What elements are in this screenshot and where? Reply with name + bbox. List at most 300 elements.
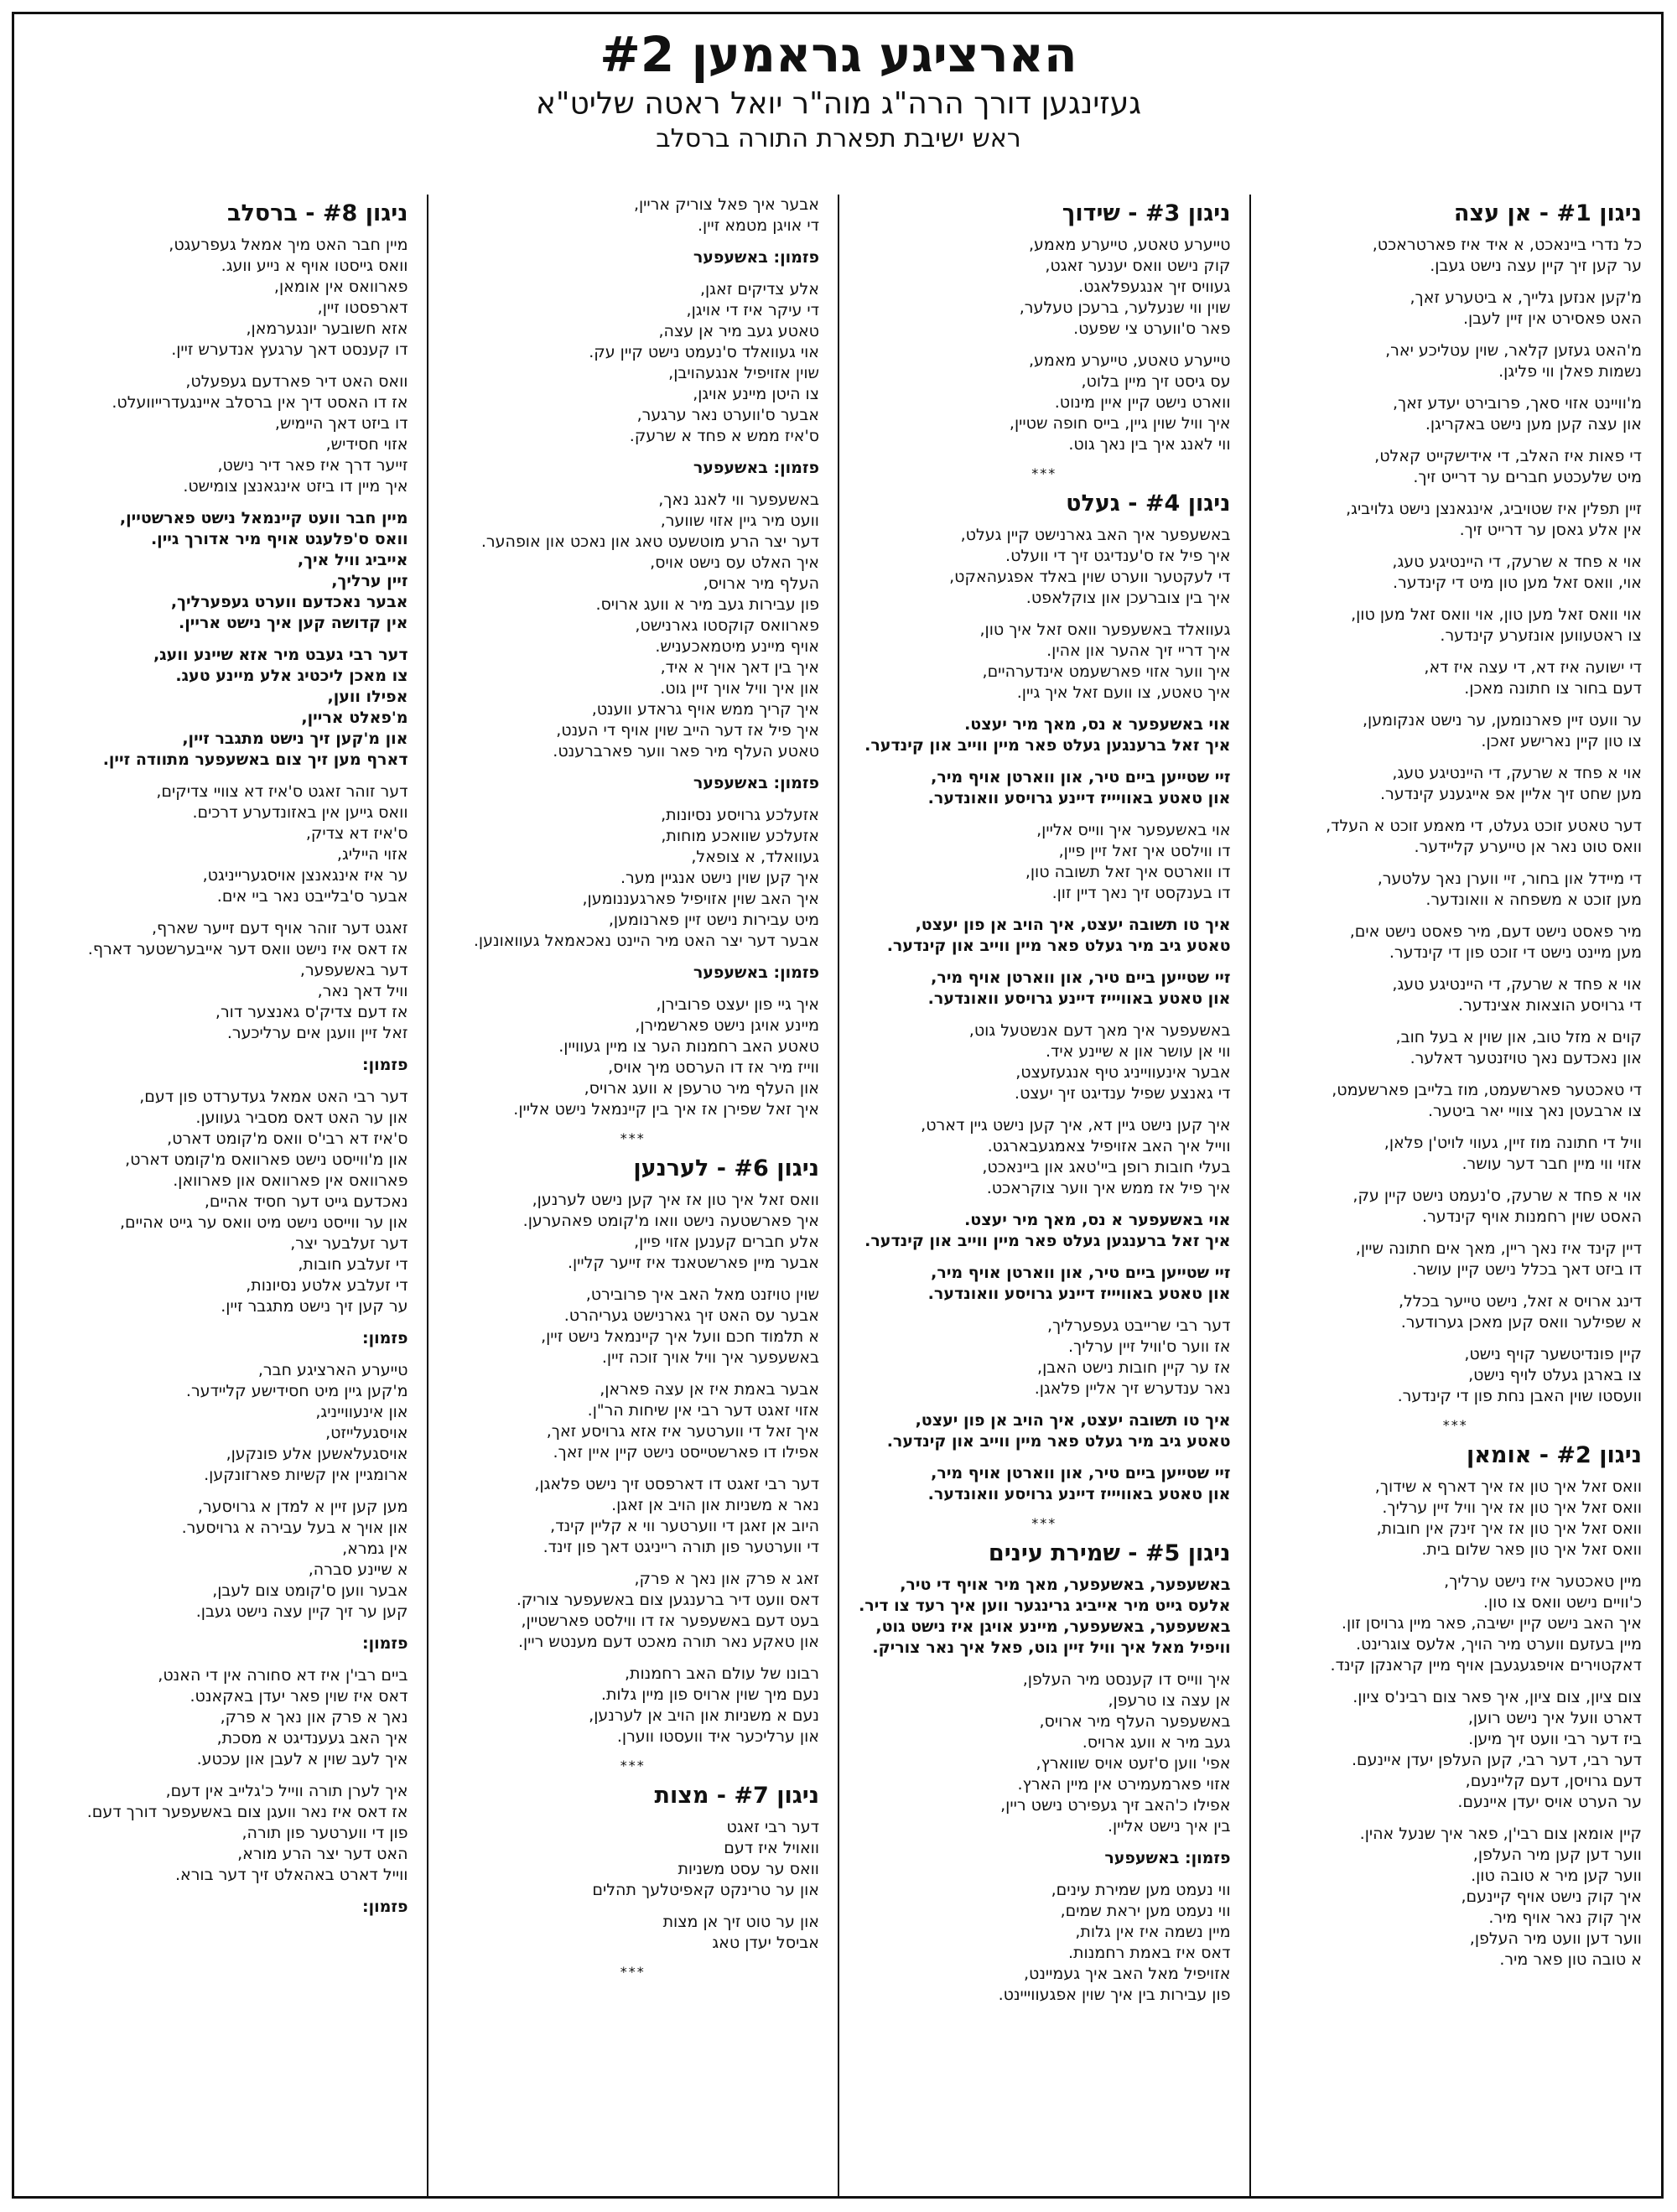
lyric-line: ווייל איך האב אזויפיל צאמגעבארגט. (987, 1137, 1231, 1155)
lyric-line: און טאטע באוויייז דיינע גרויסע וואונדער. (927, 1485, 1231, 1503)
lyric-line: וואס גייסטו אויף א נייע וועג. (221, 257, 408, 275)
section-separator: *** (620, 1758, 646, 1773)
lyric-line: דער יצר הרע מוטשעט טאג און נאכט און אופהער. (480, 532, 819, 551)
lyric-stanza (447, 1912, 820, 1954)
lyric-line: קוים א מזל טוב, און שוין א בעל חוב, (1395, 1028, 1642, 1046)
lyric-line: אוי באשעפער א נס, מאך מיר יעצט. (964, 715, 1231, 734)
lyric-line: דאס איז שוין פאר יעדן באקאנט. (190, 1687, 408, 1706)
lyric-stanza (1269, 340, 1643, 382)
lyric-stanza (35, 1665, 408, 1770)
lyric-stanza (1269, 235, 1643, 277)
lyric-line: אין גמרא, (342, 1540, 408, 1558)
lyric-line: וואס ער עסט משניות (678, 1860, 819, 1878)
lyric-line: דעם גרויסן, דעם קליינעם, (1465, 1772, 1642, 1790)
lyric-line: אזעלכע שוואכע מוחות, (661, 827, 819, 845)
lyric-line: נאר א משניות און הויב אן זאגן. (611, 1496, 819, 1514)
lyric-line: ס'איז דא צדיק, (305, 824, 408, 843)
refrain-stanza (35, 508, 408, 634)
lyric-line: אפילו ווען, (327, 688, 408, 706)
lyric-line: אבער באמת איז אן עצה פאראן, (600, 1380, 819, 1399)
page-subtitle-yeshiva: ראש ישיבת תפארת התורה ברסלב (656, 124, 1021, 153)
lyric-stanza (858, 1115, 1231, 1199)
lyric-line: איך קוק נאר אויף מיר. (1488, 1908, 1642, 1927)
lyric-line: באשעפער, באשעפער, מאך מיר אויף די טיר, (900, 1576, 1231, 1594)
page-header (0, 23, 1677, 156)
section-separator: *** (620, 1130, 646, 1146)
lyric-line: און ער טוט זיך אן מצות (662, 1913, 819, 1931)
lyric-line: אן עצה צו טרעפן, (1108, 1691, 1231, 1710)
lyric-line: אז דו האסט דיך אין ברסלב איינגעדרייוועלט. (112, 393, 408, 412)
lyric-line: איך האב געענדיגט א מסכת, (216, 1729, 408, 1747)
lyric-line: איך פיל אז דער הייב שוין אויף די הענט, (556, 721, 819, 740)
lyric-line: ביים רבי'ן איז דא סחורה אין די האנט, (158, 1666, 408, 1685)
lyric-line: ווי נעמט מען שמירת עינים, (1051, 1881, 1231, 1899)
lyric-line: קוק נישט וואס יענער זאגט, (1045, 257, 1231, 275)
lyric-stanza (35, 781, 408, 907)
lyric-line: באשעפער איך האב גארנישט קיין געלט, (960, 526, 1231, 544)
lyric-line: נאכדעם גייט דער חסיד אהיים, (204, 1192, 408, 1211)
song-columns (17, 195, 1660, 2199)
lyric-line: אויסגעלאשען אלע פונקען, (226, 1445, 408, 1463)
lyric-stanza (1269, 393, 1643, 435)
lyric-stanza (447, 994, 820, 1120)
lyric-line: פארוואס אין אומאן, (273, 278, 408, 296)
lyric-line: די זעלבע חובות, (298, 1255, 408, 1274)
lyric-line: מ'האט געזען קלאר, שוין עטליכע יאר, (1385, 341, 1642, 360)
lyric-line: א שיינע סברה, (308, 1560, 408, 1579)
lyric-line: דו ביזט דאך בכלל נישט קיין עושר. (1412, 1260, 1642, 1279)
lyric-line: איך דריי זיך אהער און אהין. (1046, 641, 1231, 660)
refrain-stanza (858, 1575, 1231, 1659)
lyric-line: זאל זיין וועגן אים ערליכער. (226, 1024, 408, 1042)
lyric-stanza (1269, 1824, 1643, 1971)
lyric-line: און מ'קען זיך נישט מתגבר זיין, (182, 730, 408, 748)
lyric-line: וועסטו שוין האבן נחת פון די קינדער. (1397, 1387, 1642, 1405)
lyric-stanza (1269, 446, 1643, 488)
lyric-line: צום ציון, צום ציון, איך פאר צום רבינ'ס ציון. (1353, 1688, 1642, 1706)
lyric-line: די אויגן מטמא זיין. (698, 216, 819, 235)
lyric-line: איך בין דאך אויך א איד, (660, 658, 819, 677)
lyric-line: געב מיר א וועג ארויס. (1082, 1733, 1231, 1752)
lyric-line: אזוי פארמעמירט אין מיין הארץ. (1017, 1775, 1231, 1794)
lyric-line: איך מיין דו ביזט אינגאנצן צומישט. (183, 477, 408, 496)
lyric-line: טאטע העלף מיר פאר ווער פארברענט. (553, 742, 819, 761)
lyric-line: נאך א פרק און נאך א פרק, (220, 1708, 408, 1727)
lyric-line: דו קענסט דאך ערגעץ אנדערש זיין. (171, 340, 408, 359)
song-heading: ניגון #2 - אומאן (1466, 1442, 1642, 1468)
lyric-line: העלף מיר ארויס, (703, 574, 819, 593)
lyric-line: באשעפער איך מאך דעם אנשטעל גוט, (968, 1021, 1231, 1040)
refrain-stanza (858, 1463, 1231, 1505)
page-title: הארציגע גראמען #2 (600, 26, 1077, 83)
lyric-stanza (447, 1474, 820, 1558)
lyric-line: אז דעם צדיק'ס גאנצער דור, (215, 1003, 408, 1021)
lyric-line: מיט עבירות נישט זיין פארנומען, (608, 911, 819, 929)
lyric-line: איך גיי פון יעצט פרובירן, (656, 995, 819, 1014)
lyric-line: ער הערט אויס יעדן איינעם. (1457, 1793, 1642, 1811)
lyric-line: א טובה טון פאר מיר. (1499, 1950, 1642, 1969)
section-separator: *** (1442, 1417, 1468, 1433)
lyric-line: אויסגעלייזט, (325, 1424, 408, 1442)
lyric-line: אזוי הייליג, (336, 845, 408, 864)
lyric-line: ווייל דארט באהאלט זיך דער בורא. (174, 1866, 408, 1884)
chorus-marker: פזמון: (362, 1329, 408, 1347)
lyric-line: דער זוהר זאגט ס'איז דא צוויי צדיקים, (156, 782, 408, 801)
lyric-line: וואס זאל איך טון אז איך זינק אין חובות, (1376, 1519, 1642, 1538)
lyric-line: איך פיל אז ממש איך ווער צוקראכט. (986, 1179, 1231, 1197)
lyric-stanza (447, 1190, 820, 1274)
lyric-line: דער רבי זאגט (726, 1818, 819, 1836)
lyric-stanza (858, 1669, 1231, 1837)
lyric-line: פון עבירות בין איך שוין אפגעווייינט. (998, 1986, 1231, 2004)
lyric-line: בעט דעם באשעפער אז דו ווילסט פארשטיין, (521, 1612, 819, 1630)
song-heading: ניגון #3 - שידוך (1062, 200, 1231, 226)
lyric-line: אפי' ווען ס'זעט אויס שווארץ, (1036, 1754, 1231, 1773)
lyric-line: צו מאכן ליכטיג אלע מיינע טעג. (175, 667, 408, 685)
lyric-line: און טאטע באוויייז דיינע גרויסע וואונדער. (927, 789, 1231, 807)
lyric-line: אזוי זאגט דער רבי אין שיחות הר"ן. (587, 1401, 819, 1420)
lyric-stanza (1269, 499, 1643, 541)
lyric-line: ווער דען קען מיר העלפן, (1472, 1846, 1642, 1864)
lyric-line: קיין אומאן צום רבי'ן, פאר איך שנעל אהין. (1359, 1825, 1642, 1843)
lyric-stanza (447, 1285, 820, 1368)
lyric-line: אוי, וואס זאל מען טון מיט די קינדער. (1392, 574, 1642, 592)
lyric-line: אביסל יעדן טאג (712, 1934, 819, 1952)
lyric-line: איך פיל אז ס'ענדיגט זיך די וועלט. (1005, 547, 1231, 565)
lyric-line: נשמות פאלן ווי פליגן. (1498, 362, 1642, 381)
lyric-line: מ'פאלט אריין, (301, 709, 408, 727)
lyric-line: וואויל איז דעם (724, 1839, 819, 1857)
lyric-stanza (1269, 605, 1643, 646)
refrain-stanza (858, 1410, 1231, 1452)
song-heading: ניגון #6 - לערנען (633, 1155, 819, 1181)
lyric-line: וואס האט דיר פארדעם געפעלט, (185, 372, 408, 391)
lyric-line: איך קריך ממש אויף גראדע ווענט, (591, 700, 819, 719)
lyric-line: צו בארגן געלט לויף נישט, (1468, 1366, 1642, 1384)
lyric-line: פאר ס'ווערט צי שפעט. (1073, 319, 1231, 338)
lyric-line: און ער האט דאס מסביר געווען. (195, 1109, 408, 1127)
lyric-line: מ'קען אנזען גלייך, א ביטערע זאך, (1410, 288, 1642, 307)
lyric-line: אבער איך פאל צוריק אריין, (633, 195, 819, 214)
lyric-line: זיי שטייען ביים טיר, און ווארטן אויף מיר, (931, 1264, 1231, 1282)
lyric-line: אזא חשובער יונגערמאן, (246, 319, 408, 338)
lyric-line: זאגט דער זוהר אויף דעם זייער שארף, (152, 919, 408, 937)
lyric-line: איך קען שוין נישט אנגיין מער. (620, 869, 819, 887)
lyric-line: מיין חבר האט מיך אמאל געפרעגט, (169, 236, 408, 254)
lyric-line: וואס זאל איך טון אז איך וויל זיין ערליך. (1382, 1498, 1642, 1517)
lyric-line: איך זאל שפירן אז איך בין קיינמאל נישט אליין. (513, 1100, 819, 1119)
lyric-line: און מ'ווייסט נישט פארוואס מ'קומט דארט, (125, 1150, 408, 1169)
lyric-line: ער קען זיך קיין עצה נישט געבן. (1430, 257, 1642, 275)
lyric-line: איך האב שוין אזויפיל פארגעננומען, (582, 890, 819, 908)
lyric-line: איך טו תשובה יעצט, איך הויב אן פון יעצט, (915, 916, 1231, 934)
lyric-line: מיט שלעכטע חברים ער דרייט זיך. (1413, 468, 1642, 486)
column-1 (1251, 195, 1661, 2199)
lyric-line: און ער ווייסט נישט מיט וואס ער גייט אהיים, (119, 1213, 408, 1232)
lyric-line: אוי באשעפער א נס, מאך מיר יעצט. (964, 1211, 1231, 1229)
lyric-stanza (35, 1497, 408, 1623)
lyric-line: טאטע געב מיר אן עצה, (658, 322, 819, 340)
lyric-line: אבער ס'ווערט נאר ערגער, (636, 406, 819, 424)
lyric-line: דו ביזט דאך היימיש, (274, 414, 408, 433)
lyric-line: און עצה קען מען נישט באקריגן. (1425, 415, 1642, 434)
lyric-line: ווי נעמט מען יראת שמים, (1060, 1902, 1231, 1920)
lyric-stanza (1269, 1027, 1643, 1069)
lyric-line: אויף מיינע מיטמאכעניש. (655, 637, 819, 656)
lyric-line: זיי שטייען ביים טיר, און ווארטן אויף מיר, (931, 968, 1231, 987)
lyric-line: דאקטוירים אויפגעגעבן אויף מיין קראנקן קינד. (1330, 1656, 1642, 1675)
lyric-line: די לעקטער ווערט שוין באלד אפגעהאקט, (949, 568, 1231, 586)
lyric-line: שוין ווי שנעלער, ברעכן טעלער, (1019, 299, 1231, 317)
lyric-line: דו ווארטס איך זאל תשובה טון, (1025, 863, 1231, 881)
lyric-line: באשעפער ווי לאנג נאך, (658, 491, 819, 509)
refrain-stanza (858, 1263, 1231, 1305)
lyric-stanza (35, 1360, 408, 1486)
lyric-line: מען מיינט נישט די זוכט פון די קינדער. (1389, 943, 1642, 962)
lyric-line: אז ער קיין חובות נישט האבן, (1037, 1358, 1231, 1377)
lyric-line: מיר פאסט נישט דעם, מיר פאסט נישט אים, (1349, 922, 1642, 941)
lyric-line: איך וויל שוין גיין, בייס חופה שטיין, (1009, 414, 1231, 433)
lyric-line: דינג ארויס א זאל, נישט טייער בכלל, (1398, 1292, 1642, 1311)
lyric-line: מ'קען גיין מיט חסידישע קליידער. (185, 1382, 408, 1400)
lyric-line: וואס ס'פלעגט אויף מיר אדורך גיין. (150, 530, 408, 548)
song-heading: ניגון #7 - מצות (654, 1783, 819, 1809)
page-subtitle: געזינגען דורך הרה"ג מוה"ר יואל ראטה שליט"א (535, 86, 1142, 121)
lyric-line: אבער ס'בלייבט נאר ביי אים. (216, 887, 408, 906)
lyric-line: די מיידל און בחור, זיי ווערן נאך עלטער, (1377, 870, 1642, 888)
lyric-line: דו ווילסט איך זאל זיין פיין, (1058, 842, 1231, 860)
lyric-line: באשעפער איך וויל אויך זוכה זיין. (601, 1348, 819, 1367)
lyric-line: באשעפער, באשעפער, מיינע אויגן איז נישט גוט, (875, 1617, 1231, 1636)
lyric-line: אלע חברים קענען אזוי פיין, (634, 1233, 819, 1251)
song-heading: ניגון #4 - געלט (1066, 491, 1231, 517)
chorus-marker: פזמון: (362, 1898, 408, 1916)
lyric-line: נאר ענדערש זיך אליין פלאגן. (1034, 1379, 1231, 1398)
lyric-stanza (1269, 288, 1643, 330)
lyric-line: דער רבי זאגט דו דארפסט זיך נישט פלאגן, (534, 1475, 819, 1493)
lyric-line: און אינעווייניג, (315, 1403, 408, 1421)
chorus-marker: פזמון: (362, 1056, 408, 1074)
lyric-stanza (1269, 1080, 1643, 1122)
lyric-line: פארוואס אין פארוואס און פארוואן. (173, 1171, 408, 1190)
lyric-line: ער וועט זיין פארנומען, ער נישט אנקומען, (1362, 711, 1642, 730)
lyric-stanza (858, 350, 1231, 455)
lyric-line: מען זוכט א משפחה א וואונדער. (1425, 891, 1642, 909)
lyric-line: עס גיסט זיך מיין בלוט, (1081, 372, 1231, 391)
lyric-line: קיין פונדיטשער קויף נישט, (1464, 1345, 1642, 1363)
lyric-line: אוי א פחד א שרעק, די היינטיגע טעג, (1392, 764, 1642, 782)
lyric-line: פון עבירות געב מיר א וועג ארויס. (595, 595, 819, 614)
lyric-line: זיין תפלין איז שטויביג, אינגאנצן נישט גלויביג, (1346, 500, 1642, 518)
lyric-stanza (1269, 1477, 1643, 1560)
lyric-line: דער רבי געבט מיר אזא שיינע וועג, (153, 646, 408, 664)
lyric-stanza (35, 1781, 408, 1886)
lyric-line: מיינע אויגן נישט פארשמירן, (635, 1016, 819, 1035)
lyric-line: וואס זאל איך טון אז איך קען נישט לערנען, (532, 1191, 819, 1209)
lyric-line: די ווערטער פון תורה רייניגט דאך פון זינד. (543, 1538, 819, 1556)
lyric-stanza (858, 1880, 1231, 2006)
lyric-line: איך טו תשובה יעצט, איך הויב אן פון יעצט, (915, 1411, 1231, 1430)
lyric-line: וואס זאל איך טון פאר שלום בית. (1421, 1540, 1642, 1559)
lyric-stanza (1269, 974, 1643, 1016)
lyric-stanza (35, 371, 408, 497)
lyric-line: אין קדושה קען איך נישט אריין. (179, 614, 408, 632)
lyric-line: ווי אן עושר און א שיינע איד. (1045, 1042, 1231, 1061)
lyric-line: פארוואס קוקסטו גארנישט, (635, 616, 819, 635)
lyric-line: בין איך נישט אליין. (1107, 1817, 1231, 1836)
lyric-line: און ערליכער איד וועסטו ווערן. (616, 1727, 819, 1746)
lyric-line: טאטע גיב מיר געלט פאר מיין ווייב און קינדער. (886, 1432, 1231, 1451)
lyric-stanza (858, 1316, 1231, 1399)
lyric-line: אבער אינעווייניג טיף אנגעזעצט, (1015, 1063, 1231, 1082)
lyric-line: אוי א פחד א שרעק, די היינטיגע טעג, (1392, 975, 1642, 994)
lyric-line: אוי א פחד א שרעק, ס'נעמט נישט קיין עק, (1353, 1186, 1642, 1205)
refrain-stanza (35, 645, 408, 771)
lyric-line: אוי געוואלד ס'נעמט נישט קיין עק. (589, 343, 819, 361)
lyric-line: ווער דען וועט מיר העלפן, (1469, 1929, 1642, 1948)
lyric-line: ער איז אינגאנצן אויסגערייניגט, (202, 866, 408, 885)
lyric-stanza (447, 1569, 820, 1653)
lyric-line: צו היטן מיינע אויגן, (693, 385, 819, 403)
lyric-line: אלע צדיקים זאגן, (699, 280, 819, 299)
lyric-stanza (858, 1020, 1231, 1104)
lyric-line: מען שחט זיך אליין אפ אייגענע קינדער. (1380, 785, 1642, 803)
lyric-line: ווער קען מיר א טובה טון. (1471, 1867, 1642, 1885)
lyric-stanza (1269, 763, 1643, 805)
lyric-line: ס'איז ממש א פחד א שרעק. (629, 427, 819, 445)
lyric-line: דאס איז באמת רחמנות. (1068, 1944, 1231, 1962)
refrain-stanza (858, 968, 1231, 1010)
lyric-line: איך האלט עס נישט אויס, (650, 553, 819, 572)
lyric-line: באשעפער העלף מיר ארויס, (1039, 1712, 1231, 1731)
lyric-line: איך האב נישט קיין ישיבה, פאר מיין גרויסן זון. (1341, 1614, 1642, 1633)
song-heading: ניגון #5 - שמירת עינים (988, 1540, 1231, 1566)
lyric-line: אין אלע גאסן ער דרייט זיך. (1459, 521, 1642, 539)
lyric-line: איך זאל ברענגען געלט פאר מיין ווייב און קינדער. (864, 1232, 1231, 1250)
lyric-stanza (1269, 1133, 1643, 1175)
lyric-line: טאטע האב רחמנות הער צו מיין געוויין. (558, 1037, 819, 1056)
lyric-line: און אויך א בעל עבירה א גרויסער. (181, 1519, 408, 1537)
lyric-stanza (1269, 922, 1643, 963)
lyric-line: אזוי ווי מיין חבר דער עושר. (1462, 1155, 1642, 1173)
refrain-stanza (858, 767, 1231, 809)
lyric-line: וואס גייען אין באזונדערע דרכים. (192, 803, 408, 822)
lyric-line: און נאכדעם נאך טויזנטער דאלער. (1410, 1049, 1642, 1067)
lyric-line: נעם א משניות און הויב אן לערנען, (589, 1706, 819, 1725)
lyric-line: די טאכטער פארשעמט, מוז בלייבן פארשעמט, (1332, 1081, 1642, 1099)
lyric-line: אבער מיין פארשטאנד איז זייער קליין. (567, 1254, 819, 1272)
lyric-stanza (1269, 1687, 1643, 1813)
lyric-line: וויל די חתונה מוז זיין, געווי לויט'ן פלאן, (1384, 1134, 1642, 1152)
section-separator: *** (620, 1964, 646, 1980)
lyric-line: אפילו דו פארשטייסט נישט קיין איין זאך. (553, 1443, 819, 1462)
lyric-line: דעם בחור צו חתונה מאכן. (1464, 679, 1642, 698)
lyric-stanza (858, 235, 1231, 340)
lyric-stanza (35, 1087, 408, 1317)
lyric-stanza (447, 1664, 820, 1747)
lyric-line: געוואלד באשעפער וואס זאל איך טון, (979, 621, 1231, 639)
lyric-stanza (447, 195, 820, 236)
song-heading: ניגון #8 - ברסלב (227, 200, 408, 226)
chorus-marker: פזמון: באשעפער (693, 963, 819, 982)
lyric-stanza (447, 1817, 820, 1901)
refrain-stanza (858, 714, 1231, 756)
lyric-line: און איך וויל אויך זיין גוט. (660, 679, 819, 698)
lyric-line: ווארט נישט קיין איין מינוט. (1054, 393, 1231, 412)
lyric-line: פון די ווערטער פון תורה, (241, 1824, 408, 1842)
lyric-line: דאס וועט דיר ברענגען צום באשעפער צוריק. (516, 1591, 819, 1609)
chorus-marker: פזמון: באשעפער (693, 774, 819, 792)
lyric-line: א תלמוד חכם וועל איך קיינמאל נישט זיין, (541, 1327, 819, 1346)
lyric-line: ווי לאנג איך בין נאך גוט. (1068, 435, 1231, 454)
lyric-line: ווייז מיר אז דו הערסט מיך אויס, (608, 1058, 819, 1077)
lyric-stanza (447, 805, 820, 952)
lyric-stanza (447, 279, 820, 447)
refrain-stanza (858, 1210, 1231, 1252)
chorus-marker: פזמון: באשעפער (1104, 1849, 1231, 1867)
lyric-line: דער זעלבער יצר, (290, 1234, 408, 1253)
lyric-line: א שפילער וואס קען מאכן גערודער. (1400, 1313, 1642, 1332)
lyric-stanza (35, 918, 408, 1044)
lyric-stanza (1269, 710, 1643, 752)
lyric-line: אפילו כ'האב זיך געפירט נישט ריין, (1000, 1796, 1231, 1815)
lyric-line: אבער ווען ס'קומט צום לעבן, (212, 1581, 408, 1600)
section-separator: *** (1031, 465, 1057, 481)
lyric-line: אזוי חסידיש, (325, 435, 408, 454)
lyric-line: זיי שטייען ביים טיר, און ווארטן אויף מיר, (931, 768, 1231, 787)
lyric-line: די גרויסע הוצאות אצינדער. (1457, 996, 1642, 1015)
lyric-stanza (1269, 1571, 1643, 1676)
lyric-line: וויפיל מאל איך וויל זיין גוט, פאל איך נאר צוריק. (872, 1638, 1231, 1657)
lyric-line: שוין טויזנט מאל האב איך פרובירט, (585, 1285, 819, 1304)
song-heading: ניגון #1 - אן עצה (1453, 200, 1642, 226)
lyric-line: אוי א פחד א שרעק, די היינטיגע טעג, (1392, 553, 1642, 571)
lyric-line: און ער טרינקט קאפיטלעך תהלים (592, 1881, 819, 1899)
lyric-line: רבונו של עולם האב רחמנות, (624, 1664, 819, 1683)
lyric-line: צו ארבעטן נאך צוויי יאר ביטער. (1428, 1102, 1642, 1120)
lyric-line: איך קען נישט גיין דא, איך קען נישט גיין דארט, (921, 1116, 1231, 1135)
lyric-line: ביז דער רבי וועט זיך מיען. (1468, 1730, 1642, 1748)
lyric-line: אוי וואס זאל מען טון, אוי וואס זאל מען טון, (1351, 605, 1642, 624)
lyric-line: איך זאל די ווערטער איז אזא גרויסע זאך, (546, 1422, 819, 1441)
chorus-marker: פזמון: באשעפער (693, 459, 819, 477)
column-4 (17, 195, 428, 2199)
lyric-line: טייערע טאטע, טייערע מאמע, (1029, 236, 1231, 254)
lyric-line: אוי באשעפער איך ווייס אליין, (1036, 821, 1231, 839)
lyric-line: האט דער יצר הרע מורא, (237, 1845, 408, 1863)
lyric-line: אזויפיל מאל האב איך געמיינט, (1023, 1965, 1231, 1983)
lyric-line: און העלף מיר טרעפן א וועג ארויס, (584, 1079, 819, 1098)
lyric-line: די עיקר איז די אויגן, (686, 301, 819, 319)
lyric-line: צו ראטעווען אונזערע קינדער. (1440, 626, 1642, 645)
lyric-line: איך זאל ברענגען געלט פאר מיין ווייב און קינדער. (864, 736, 1231, 755)
lyric-line: אז דאס איז נישט וואס דער אייבערשטער דארף. (87, 940, 408, 958)
lyric-line: אזעלכע גרויסע נסיונות, (661, 806, 819, 824)
lyric-line: אייביג וויל איך, (297, 551, 408, 569)
lyric-line: קען ער זיך קיין עצה נישט געבן. (195, 1602, 408, 1621)
lyric-line: האסט שוין רחמנות אויף קינדער. (1422, 1207, 1642, 1226)
lyric-line: נעם מיך שוין ארויס פון מיין גלות. (600, 1685, 819, 1704)
lyric-line: איך קוק נישט אויף קיינעם, (1461, 1887, 1642, 1906)
lyric-stanza (858, 525, 1231, 609)
lyric-line: די ישועה איז דא, די עצה איז דא, (1424, 658, 1642, 677)
lyric-line: זאג א פרק און נאך א פרק, (634, 1570, 819, 1588)
lyric-line: ס'איז דא רבי'ס וואס מ'קומט דארט, (167, 1129, 408, 1148)
lyric-line: און טאטע באוויייז דיינע גרויסע וואונדער. (927, 1285, 1231, 1303)
lyric-line: און טאטע באוויייז דיינע גרויסע וואונדער. (927, 989, 1231, 1008)
lyric-line: דו בענקסט זיך נאך דיין זון. (1051, 884, 1231, 902)
lyric-line: געוויס זיך אנגעפלאגט. (1078, 278, 1231, 296)
